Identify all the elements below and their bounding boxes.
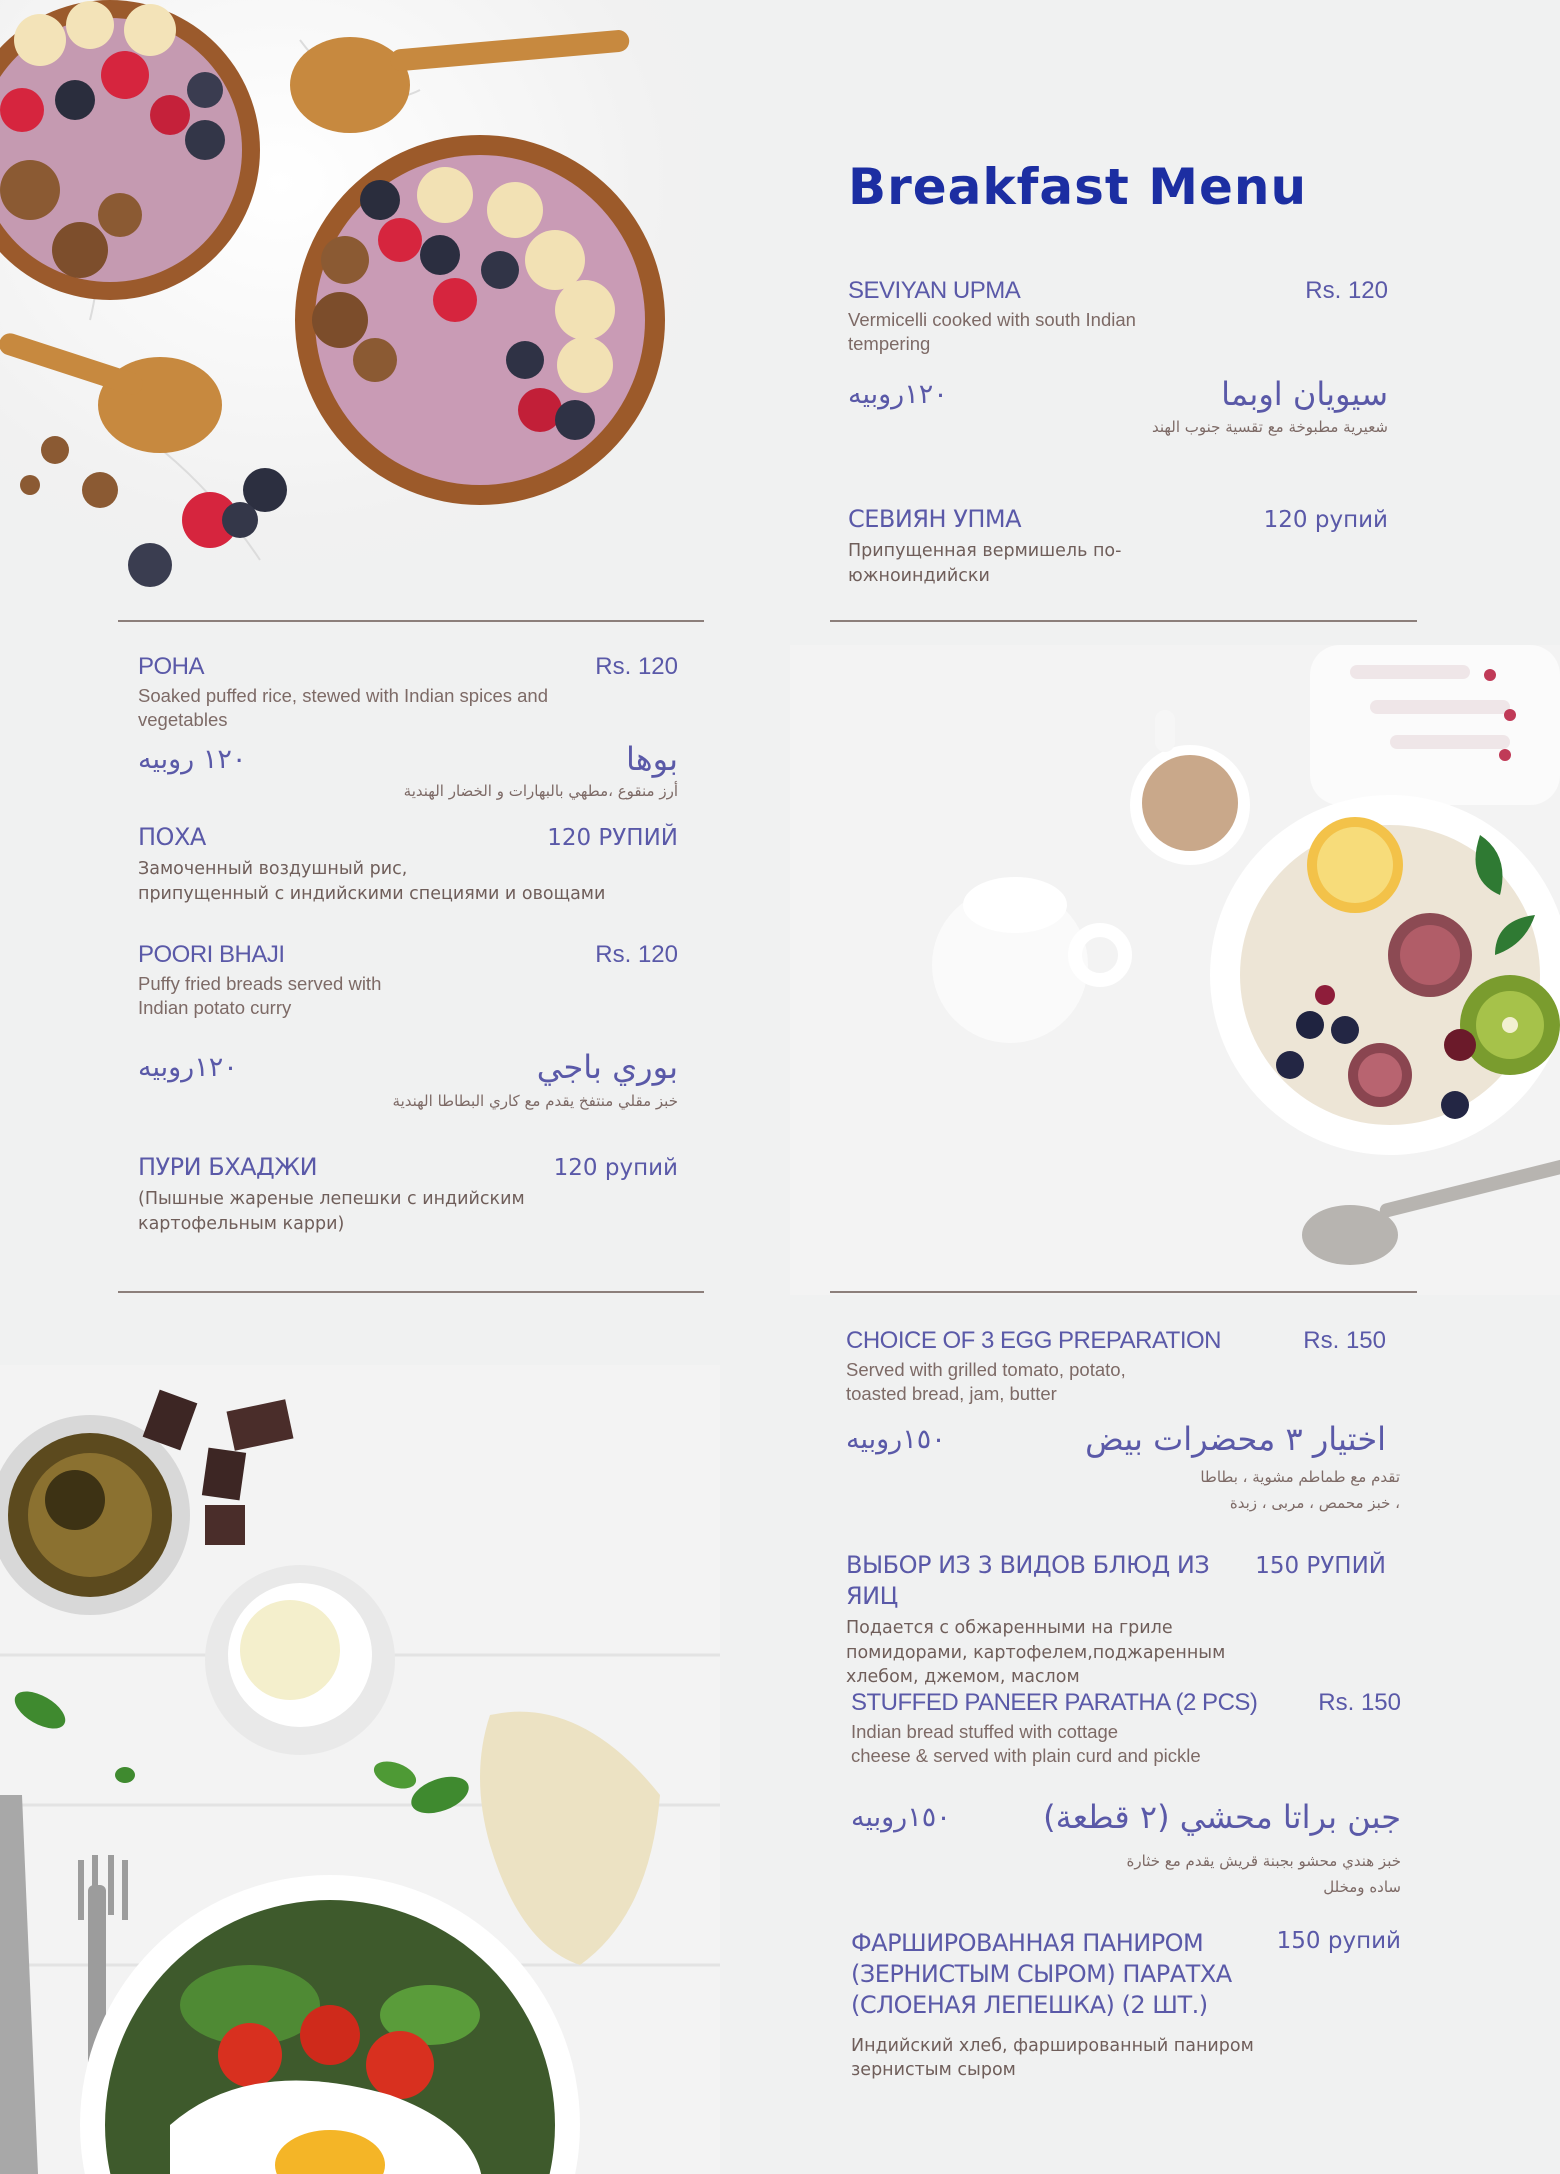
item-name-arabic: سيويان اوبما: [1221, 375, 1388, 413]
item-price: Rs. 120: [595, 941, 678, 968]
item-name: POHA: [138, 653, 205, 680]
item-name-russian: [851, 1928, 1232, 2022]
item-price-russian: 120 РУПИЙ: [547, 825, 678, 851]
item-description-russian: [846, 1616, 1386, 1690]
menu-item-paneer-paratha-arabic: [851, 1798, 1401, 1836]
menu-item-poha: [138, 652, 678, 733]
description-line: ساده ومخلل: [1323, 1878, 1401, 1897]
item-price-arabic: ١٥٠روبيه: [851, 1801, 951, 1833]
item-price-russian: 120 рупий: [553, 1155, 678, 1181]
description-line: toasted bread, jam, butter: [846, 1383, 1057, 1405]
item-name-arabic: بوري باجي: [536, 1048, 678, 1086]
description-line: картофельным карри): [138, 1213, 345, 1234]
smoothie-bowls-photo: [0, 0, 700, 610]
item-name: POORI BHAJI: [138, 941, 285, 968]
item-description-arabic: أرز منقوع ،مطهي بالبهارات و الخضار الهندية: [403, 782, 678, 800]
description-line: Served with grilled tomato, potato,: [846, 1359, 1126, 1380]
item-description-arabic: شعيرية مطبوخة مع تقسية جنوب الهند: [1151, 418, 1388, 436]
description-line: Puffy fried breads served with: [138, 973, 382, 994]
divider: [118, 1291, 704, 1293]
divider: [830, 1291, 1417, 1293]
menu-title: Breakfast Menu: [848, 158, 1308, 216]
description-line: خبز هندي محشو بجبنة قريش يقدم مع خثارة: [1126, 1852, 1401, 1870]
item-price-russian: 120 рупий: [1263, 507, 1388, 533]
item-name: CHOICE OF 3 EGG PREPARATION: [846, 1327, 1221, 1354]
menu-item-poha-arabic: [138, 740, 678, 778]
item-name-russian: СЕВИЯН УПМА: [848, 505, 1021, 533]
name-line: ФАРШИРОВАННАЯ ПАНИРОМ: [851, 1929, 1204, 1957]
item-description: Vermicelli cooked with south Indian tempering: [848, 309, 1136, 355]
divider: [118, 620, 704, 622]
menu-item-seviyan-upma-arabic: [848, 375, 1388, 413]
item-description: Soaked puffed rice, stewed with Indian spices and vegetables: [138, 685, 548, 731]
item-name: STUFFED PANEER PARATHA (2 PCS): [851, 1689, 1258, 1716]
egg-salad-breakfast-photo: [0, 1365, 720, 2174]
description-line: Индийский хлеб, фаршированный паниром: [851, 2035, 1254, 2056]
menu-item-poha-russian: [138, 822, 678, 906]
description-line: припущенный с индийскими специями и овощами: [138, 883, 606, 904]
description-line: (Пышные жареные лепешки с индийским: [138, 1189, 525, 1210]
divider: [830, 620, 1417, 622]
item-price-russian: 150 РУПИЙ: [1255, 1553, 1386, 1579]
menu-item-egg-preparation: [846, 1326, 1386, 1407]
item-name-russian: ПОХА: [138, 823, 206, 851]
name-line: (ЗЕРНИСТЫМ СЫРОМ) ПАРАТХА: [851, 1960, 1232, 1989]
description-line: Indian bread stuffed with cottage: [851, 1721, 1119, 1742]
description-line: помидорами, картофелем,поджаренным: [846, 1642, 1226, 1663]
menu-item-poori-bhaji: [138, 940, 678, 1021]
description-line: Замоченный воздушный рис,: [138, 859, 408, 880]
menu-item-egg-preparation-russian: [846, 1550, 1386, 1690]
description-line: cheese & served with plain curd and pickle: [851, 1745, 1201, 1767]
item-price-arabic: ١٢٠روبيه: [138, 1051, 238, 1083]
item-price-arabic: ١٢٠روبيه: [848, 378, 948, 410]
item-description-arabic: [861, 1848, 1401, 1901]
menu-item-poori-bhaji-arabic: [138, 1048, 678, 1086]
item-name-arabic: اختيار ٣ محضرات بيض: [1085, 1420, 1386, 1458]
item-price: Rs. 150: [1303, 1327, 1386, 1354]
item-price: Rs. 120: [1305, 277, 1388, 304]
item-price: Rs. 150: [1318, 1689, 1401, 1716]
description-line: хлебом, джемом, маслом: [846, 1667, 1080, 1688]
description-line: зернистым сыром: [851, 2060, 1016, 2081]
fruit-porridge-photo: [790, 645, 1560, 1295]
menu-item-paneer-paratha: [851, 1688, 1401, 1769]
item-name-russian: ВЫБОР ИЗ 3 ВИДОВ БЛЮД ИЗ ЯИЦ: [846, 1551, 1210, 1611]
item-description-russian: Припущенная вермишель по-южноиндийски: [848, 541, 1122, 586]
item-name-arabic: بوها: [625, 740, 678, 778]
item-description: [851, 1720, 1401, 1769]
item-description: [138, 972, 678, 1021]
description-line: Подается с обжаренными на гриле: [846, 1618, 1173, 1639]
item-name-arabic: جبن براتا محشي (٢ قطعة): [1043, 1798, 1401, 1836]
item-description-arabic: [860, 1464, 1400, 1517]
menu-item-egg-preparation-arabic: [846, 1420, 1386, 1458]
menu-item-paneer-paratha-russian: [851, 1928, 1401, 2083]
menu-item-seviyan-upma: [848, 276, 1388, 357]
item-price-arabic: ١٥٠روبيه: [846, 1423, 946, 1455]
item-description-russian: [851, 2034, 1401, 2083]
item-description-russian: [138, 857, 678, 906]
description-line: تقدم مع طماطم مشوية ، بطاطا: [1200, 1468, 1400, 1486]
menu-item-poori-bhaji-russian: [138, 1152, 678, 1236]
item-description: [846, 1358, 1386, 1407]
item-description-arabic: خبز مقلي منتفخ يقدم مع كاري البطاطا الهندية: [392, 1092, 678, 1110]
description-line: Indian potato curry: [138, 997, 292, 1019]
description-line: ، خبز محمص ، مربى ، زبدة: [1229, 1494, 1400, 1513]
item-name-russian: ПУРИ БХАДЖИ: [138, 1153, 318, 1181]
menu-item-seviyan-upma-russian: [848, 504, 1388, 588]
name-line: (СЛОЕНАЯ ЛЕПЕШКА) (2 ШТ.): [851, 1991, 1208, 2020]
item-price-russian: 150 рупий: [1276, 1928, 1401, 1954]
item-price: Rs. 120: [595, 653, 678, 680]
item-price-arabic: ١٢٠ روبيه: [138, 743, 247, 775]
item-description-russian: [138, 1187, 678, 1236]
item-name: SEVIYAN UPMA: [848, 277, 1021, 304]
